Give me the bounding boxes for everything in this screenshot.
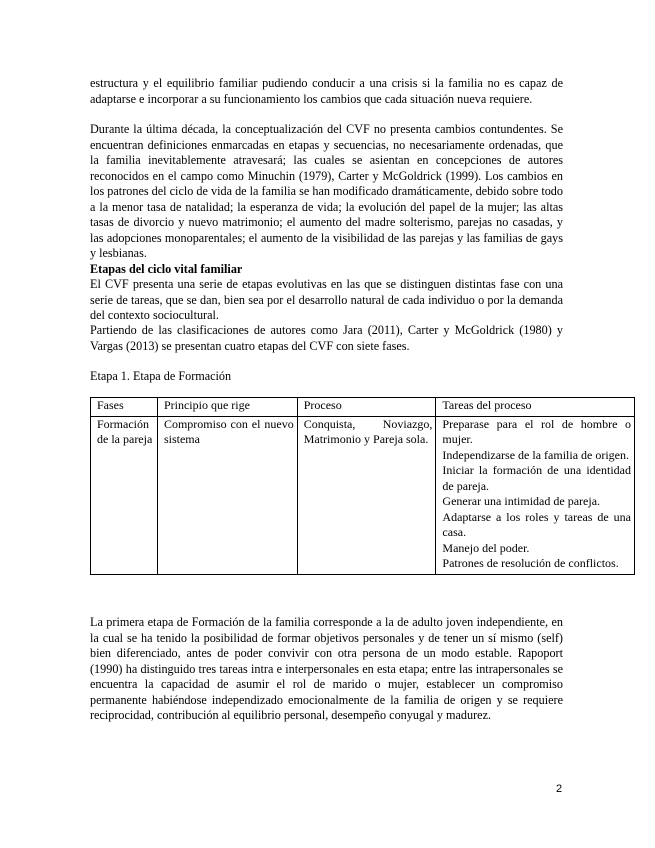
task-item: Preparase para el rol de hombre o mujer.: [442, 416, 631, 446]
header-proceso: Proceso: [297, 398, 436, 417]
cell-proceso: Conquista, Noviazgo, Matrimonio y Pareja sola.: [297, 416, 436, 574]
paragraph-classifications: Partiendo de las clasificaciones de autores como Jara (2011), Carter y McGoldrick (1980) y Vargas (2013) se presentan cuatro etapas del CVF con siete fases.: [90, 323, 563, 353]
table-row: [91, 416, 635, 574]
table-header-row: [91, 398, 635, 417]
stage-table: [90, 397, 635, 575]
task-item: Independizarse de la familia de origen.: [442, 447, 630, 462]
task-item: Iniciar la formación de una identidad de pareja.: [442, 463, 631, 493]
cell-tareas: [436, 416, 635, 574]
task-item: Adaptarse a los roles y tareas de una casa.: [442, 509, 631, 539]
task-item: Generar una intimidad de pareja.: [442, 494, 601, 508]
paragraph-intro: estructura y el equilibrio familiar pudiendo conducir a una crisis si la familia no es capaz de adaptarse e incorporar a su funcionamiento los cambios que cada situación nueva requiere.: [90, 76, 563, 106]
section-heading: Etapas del ciclo vital familiar: [90, 262, 243, 276]
task-item: Patrones de resolución de conflictos.: [442, 556, 619, 570]
cell-fase: Formación de la pareja: [91, 416, 158, 574]
paragraph-cvf-decade: Durante la última década, la conceptualización del CVF no presenta cambios contundentes. Se encuentran definiciones enmarcadas en etapas y secuencias, no necesariamente ordenadas, que la familia inevitablemente atravesará; las cuales se asientan en concepciones de autores reconocidos en el campo como Minuchin (1979), Carter y McGoldrick (1999). Los cambios en los patrones del ciclo de vida de la familia se han modificado dramáticamente, debido sobre todo a la menor tasa de natalidad; la esperanza de vida; la evolución del papel de la mujer; las altas tasas de divorcio y nuevo matrimonio; el aumento del madre solterismo, parejas no casadas, y las adopciones monoparentales; el aumento de la visibilidad de las parejas y las familias de gays y lesbianas.: [90, 122, 563, 260]
cell-principio: Compromiso con el nuevo sistema: [157, 416, 297, 574]
stage-label: Etapa 1. Etapa de Formación: [90, 369, 232, 383]
task-item: Manejo del poder.: [442, 540, 530, 555]
page-number: 2: [556, 783, 563, 795]
header-fases: Fases: [91, 398, 158, 417]
paragraph-cvf-stages: El CVF presenta una serie de etapas evolutivas en las que se distinguen distintas fase con una serie de tareas, que se dan, bien sea por el desarrollo natural de cada individuo o por la demanda del contexto sociocultural.: [90, 277, 563, 322]
header-tareas: Tareas del proceso: [436, 398, 635, 417]
paragraph-first-stage: La primera etapa de Formación de la familia corresponde a la de adulto joven independiente, en la cual se ha tenido la posibilidad de formar objetivos personales y de tener un sí mismo (self) bien diferenciado, antes de poder convivir con otra persona de un modo estable. Rapoport (1990) ha distinguido tres tareas intra e interpersonales en esta etapa; entre las intrapersonales se encuentra la capacidad de asumir el rol de marido o mujer, establecer un compromiso permanente habiéndose independizado emocionalmente de la familia de origen y se requiere reciprocidad, contribución al equilibrio personal, desempeño conyugal y madurez.: [90, 615, 563, 722]
header-principio: Principio que rige: [157, 398, 297, 417]
